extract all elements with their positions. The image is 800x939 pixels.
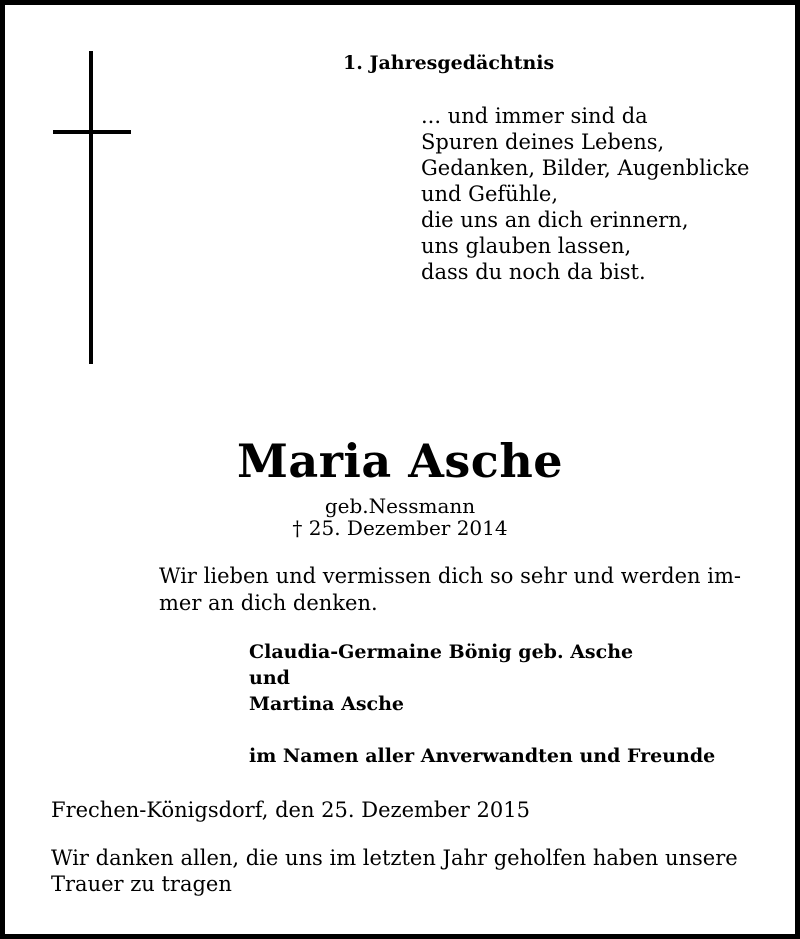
signatories xyxy=(249,639,633,717)
poem-line: Spuren deines Lebens, xyxy=(421,130,665,154)
deceased-name: Maria Asche xyxy=(236,434,564,488)
poem-line: uns glauben lassen, xyxy=(421,234,632,258)
signatory-line: und xyxy=(249,667,290,689)
anniversary-heading: 1. Jahresgedächtnis xyxy=(343,52,555,74)
poem-line: Gedanken, Bilder, Augenblicke xyxy=(421,156,750,180)
cross-vertical-bar xyxy=(89,51,93,364)
memorial-poem xyxy=(421,103,749,285)
poem-line: und Gefühle, xyxy=(421,182,559,206)
message xyxy=(159,563,759,617)
poem-line: ... und immer sind da xyxy=(421,104,648,128)
message-line: mer an dich denken. xyxy=(159,591,378,615)
place-date: Frechen-Königsdorf, den 25. Dezember 2015 xyxy=(51,798,530,822)
thanks-message xyxy=(51,845,771,897)
thanks-line: Trauer zu tragen xyxy=(51,872,232,896)
thanks-line: Wir danken allen, die uns im letzten Jahr geholfen haben unsere xyxy=(51,846,738,870)
signatory-line: Martina Asche xyxy=(249,693,404,715)
poem-line: die uns an dich erinnern, xyxy=(421,208,689,232)
poem-line: dass du noch da bist. xyxy=(421,260,646,284)
birth-name: geb.Nessmann xyxy=(324,494,476,518)
signatory-line: Claudia-Germaine Bönig geb. Asche xyxy=(249,641,634,663)
on-behalf-line: im Namen aller Anverwandten und Freunde xyxy=(249,745,716,767)
message-line: Wir lieben und vermissen dich so sehr und werden im- xyxy=(159,564,741,588)
death-date: † 25. Dezember 2014 xyxy=(292,516,508,540)
cross-horizontal-bar xyxy=(53,130,131,134)
